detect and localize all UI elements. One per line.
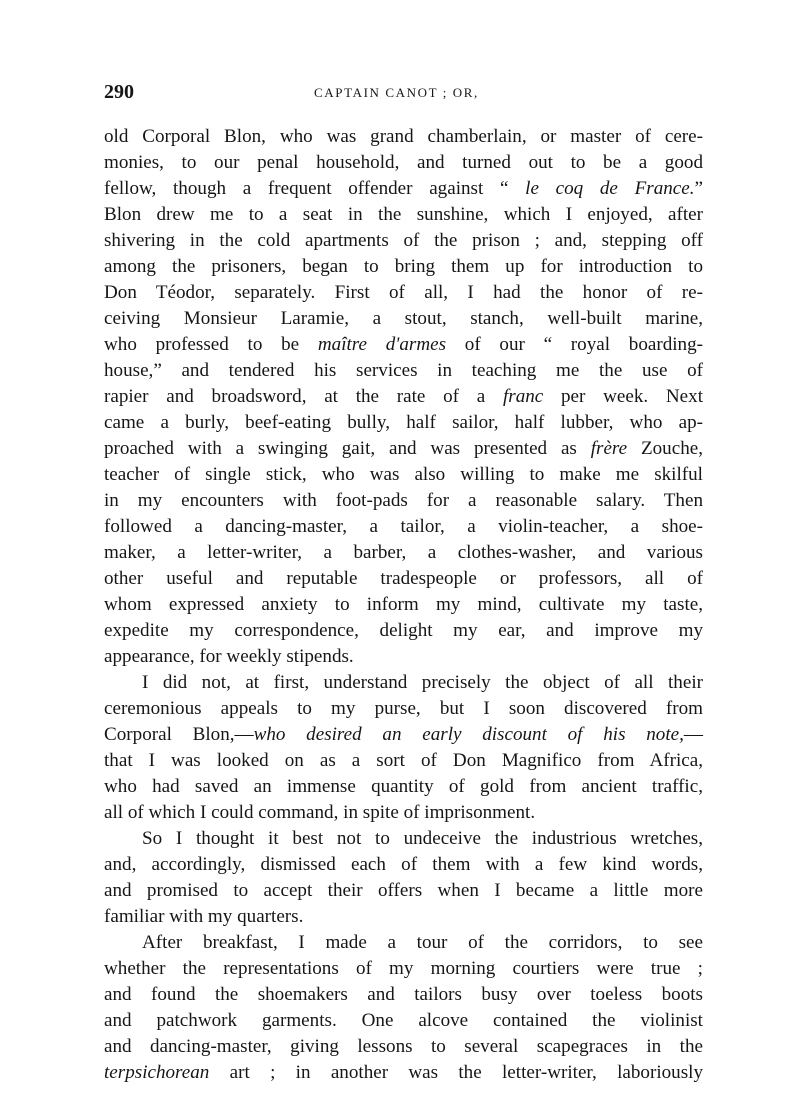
- text-line: [104, 410, 703, 436]
- text-segment: Blon drew me to a seat in the sunshine, which I enjoyed, after: [104, 204, 703, 225]
- text-line: [104, 748, 703, 774]
- text-line: [104, 1060, 703, 1086]
- text-line: [104, 826, 703, 852]
- text-line: [104, 618, 703, 644]
- text-segment: familiar with my quarters.: [104, 906, 304, 927]
- text-segment: —: [683, 724, 703, 745]
- text-line: [104, 904, 703, 930]
- text-line: [104, 566, 703, 592]
- text-segment: that I was looked on as a sort of Don Magnifico from Africa,: [104, 750, 703, 771]
- text-segment: teacher of single stick, who was also willing to make me skilful: [104, 464, 703, 485]
- text-line: [104, 852, 703, 878]
- text-segment: expedite my correspondence, delight my ear, and improve my: [104, 620, 703, 641]
- text-line: [104, 254, 703, 280]
- text-line: [104, 150, 703, 176]
- text-line: [104, 696, 703, 722]
- text-line: [104, 670, 703, 696]
- text-line: [104, 644, 703, 670]
- italic-text: le coq de France.: [525, 178, 695, 199]
- text-segment: ”: [694, 178, 703, 199]
- text-line: [104, 514, 703, 540]
- text-line: [104, 306, 703, 332]
- text-line: [104, 358, 703, 384]
- text-line: [104, 930, 703, 956]
- text-segment: shivering in the cold apartments of the prison ; and, stepping off: [104, 230, 703, 251]
- text-line: [104, 540, 703, 566]
- text-line: [104, 384, 703, 410]
- text-line: [104, 228, 703, 254]
- italic-text: who desired an early discount of his note,: [253, 724, 684, 745]
- text-segment: old Corporal Blon, who was grand chamberlain, or master of cere-: [104, 126, 703, 147]
- italic-text: frère: [590, 438, 628, 459]
- text-line: [104, 488, 703, 514]
- text-segment: and promised to accept their offers when I became a little more: [104, 880, 703, 901]
- text-segment: and found the shoemakers and tailors busy over toeless boots: [104, 984, 703, 1005]
- text-segment: Don Téodor, separately. First of all, I had the honor of re-: [104, 282, 703, 303]
- text-segment: came a burly, beef-eating bully, half sailor, half lubber, who ap-: [104, 412, 703, 433]
- text-segment: art ; in another was the letter-writer, laboriously: [209, 1062, 703, 1083]
- text-line: [104, 462, 703, 488]
- text-line: [104, 956, 703, 982]
- page-number: 290: [104, 81, 134, 103]
- text-segment: of our “ royal boarding-: [446, 334, 703, 355]
- text-line: [104, 202, 703, 228]
- text-segment: among the prisoners, began to bring them up for introduction to: [104, 256, 703, 277]
- italic-text: franc: [502, 386, 544, 407]
- running-head: CAPTAIN CANOT ; OR,: [314, 85, 479, 100]
- text-line: [104, 722, 703, 748]
- text-segment: whom expressed anxiety to inform my mind, cultivate my taste,: [104, 594, 703, 615]
- text-line: [104, 124, 703, 150]
- text-segment: all of which I could command, in spite of imprisonment.: [104, 802, 536, 823]
- text-segment: who had saved an immense quantity of gold from ancient traffic,: [104, 776, 703, 797]
- text-segment: ceremonious appeals to my purse, but I soon discovered from: [104, 698, 703, 719]
- text-line: [104, 982, 703, 1008]
- text-segment: I did not, at first, understand precisely the object of all their: [142, 672, 703, 693]
- text-line: [104, 774, 703, 800]
- text-segment: who professed to be: [104, 334, 318, 355]
- text-line: [104, 332, 703, 358]
- text-segment: appearance, for weekly stipends.: [104, 646, 354, 667]
- text-line: [104, 176, 703, 202]
- text-segment: proached with a swinging gait, and was presented as: [104, 438, 591, 459]
- text-line: [104, 878, 703, 904]
- text-segment: rapier and broadsword, at the rate of a: [104, 386, 503, 407]
- text-line: [104, 592, 703, 618]
- body-text: [104, 124, 703, 1086]
- italic-text: maître d'armes: [317, 334, 447, 355]
- text-segment: maker, a letter-writer, a barber, a clothes-washer, and various: [104, 542, 703, 563]
- text-segment: monies, to our penal household, and turned out to be a good: [104, 152, 703, 173]
- text-segment: So I thought it best not to undeceive the industrious wretches,: [142, 828, 703, 849]
- text-line: [104, 436, 703, 462]
- text-segment: house,” and tendered his services in teaching me the use of: [104, 360, 703, 381]
- text-segment: After breakfast, I made a tour of the corridors, to see: [142, 932, 703, 953]
- text-segment: other useful and reputable tradespeople or professors, all of: [104, 568, 703, 589]
- text-segment: Zouche,: [627, 438, 703, 459]
- text-line: [104, 800, 703, 826]
- text-segment: fellow, though a frequent offender against “: [104, 178, 526, 199]
- text-segment: and dancing-master, giving lessons to several scapegraces in the: [104, 1036, 703, 1057]
- text-line: [104, 1008, 703, 1034]
- text-line: [104, 280, 703, 306]
- text-segment: followed a dancing-master, a tailor, a violin-teacher, a shoe-: [104, 516, 703, 537]
- text-segment: and, accordingly, dismissed each of them with a few kind words,: [104, 854, 703, 875]
- text-segment: Corporal Blon,—: [104, 724, 254, 745]
- italic-text: terpsichorean: [104, 1062, 210, 1083]
- text-segment: whether the representations of my morning courtiers were true ;: [104, 958, 703, 979]
- page-header: [104, 80, 704, 108]
- text-segment: in my encounters with foot-pads for a reasonable salary. Then: [104, 490, 703, 511]
- text-segment: ceiving Monsieur Laramie, a stout, stanch, well-built marine,: [104, 308, 703, 329]
- text-segment: per week. Next: [543, 386, 704, 407]
- text-segment: and patchwork garments. One alcove contained the violinist: [104, 1010, 703, 1031]
- text-line: [104, 1034, 703, 1060]
